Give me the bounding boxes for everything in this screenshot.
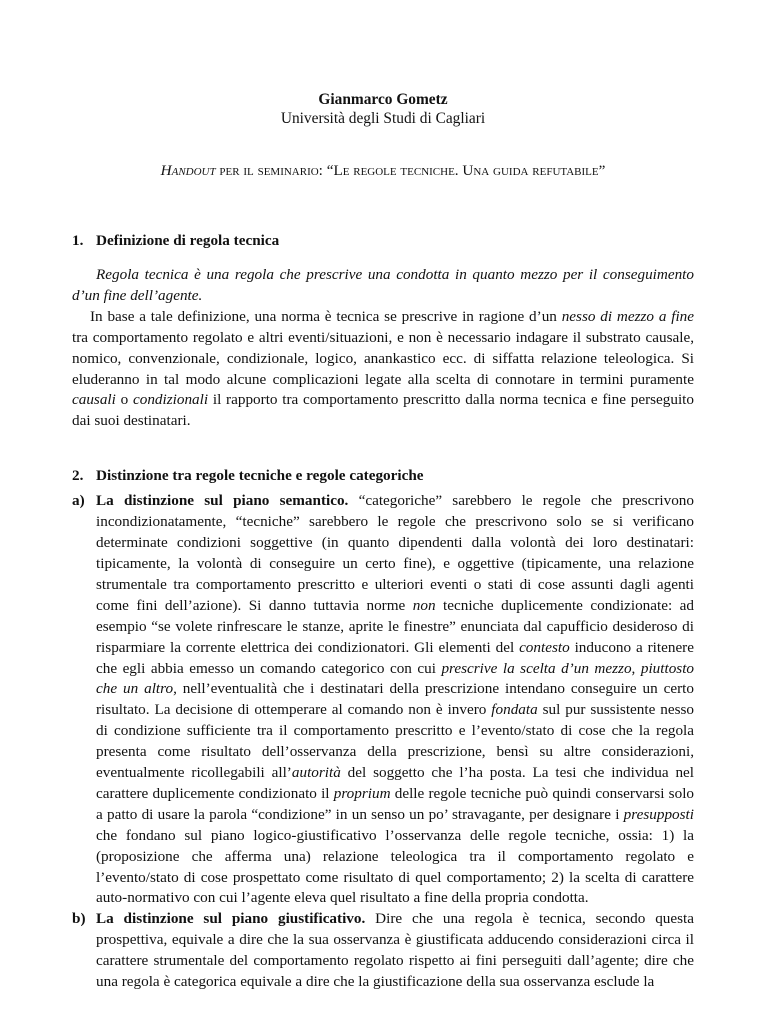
document-page bbox=[72, 90, 694, 993]
definition-paragraph: Regola tecnica è una regola che prescrive una condotta in quanto mezzo per il conseguimento d’un fine dell’agente. bbox=[72, 266, 694, 304]
section-2-heading bbox=[72, 466, 694, 486]
section-1-heading bbox=[72, 231, 694, 251]
list-item-a: a) La distinzione sul piano semantico. “categoriche” sarebbero le regole che prescrivono incondizionatamente, “tecniche” sarebbero le regole che prescrivono solo se si verificano determinate condizioni soggettive (in quanto dipendenti dalla volontà dei loro destinatari: tipicamente, la volontà di conseguire un certo fine), e oggettive (tipicamente, una relazione strumentale tra comportamento prescritto e ulteriori eventi o stati di cose assunti dagli agenti come fini dell’azione). Si danno tuttavia norme non tecniche duplicemente condizionate: ad esempio “se volete rinfrescare le stanze, aprite le finestre” enunciata dal capufficio desideroso di risparmiare la corrente elettrica dei condizionatori. Gli elementi del contesto inducono a ritenere che egli abbia emesso un comando categorico con cui prescrive la scelta d’un mezzo, piuttosto che un altro, nell’eventualità che i destinatari della prescrizione intendano conseguire un certo risultato. La decisione di ottemperare al comando non è invero fondata sul pur sussistente nesso di condizione sufficiente tra il comportamento prescritto e l’evento/stato di cose che la regola presenta come risultato dell’osservanza della prescrizione, bensì su altre considerazioni, eventualmente ricollegabili all’autorità del soggetto che l’ha posta. La tesi che individua nel carattere duplicemente condizionato il proprium delle regole tecniche può quindi conservarsi solo a patto di usare la parola “condizione” in un senso un po’ stravagante, per designare i presupposti che fondano sul piano logico-giustificativo l’osservanza delle regole tecniche, ossia: 1) la (proposizione che afferma una) relazione teleologica tra il comportamento regolato e l’evento/stato di cose prospettato come risultato di quel comportamento; 2) la scelta di carattere auto-normativo con cui l’agente eleva quel risultato a fine della propria condotta. bbox=[72, 492, 695, 907]
list-marker-a: a) bbox=[72, 492, 85, 510]
item-b-lead: La distinzione sul piano giustificativo. bbox=[96, 910, 366, 928]
section-2-number: 2. bbox=[72, 467, 84, 485]
section-1-title: Definizione di regola tecnica bbox=[96, 232, 280, 249]
author-affiliation: Università degli Studi di Cagliari bbox=[280, 110, 486, 127]
item-a-lead: La distinzione sul piano semantico. bbox=[96, 492, 349, 510]
handout-title bbox=[72, 161, 694, 181]
section-2-title: Distinzione tra regole tecniche e regole categoriche bbox=[96, 467, 424, 485]
section-1-number: 1. bbox=[72, 232, 84, 249]
list-item-b: b) La distinzione sul piano giustificativo. Dire che una regola è tecnica, secondo questa prospettiva, equivale a dire che la sua osservanza è giustificata adducendo considerazioni circa il carattere strumentale del comportamento regolato rispetto ai fini perseguiti dall’agente; dire che una regola è categorica equivale a dire che la giustificazione della sua osservanza esclude la bbox=[72, 910, 694, 991]
handout-title-text: per il seminario: “Le regole tecniche. Una guida refutabile” bbox=[219, 162, 606, 179]
list-marker-b: b) bbox=[72, 910, 86, 928]
author-name: Gianmarco Gometz bbox=[318, 91, 448, 108]
handout-prefix: Handout bbox=[160, 162, 216, 179]
section-1-paragraph: In base a tale definizione, una norma è tecnica se prescrive in ragione d’un nesso di mezzo a fine tra comportamento regolato e altri eventi/situazioni, e non è necessario indagare il substrato causale, nomico, convenzionale, condizionale, logico, anankastico ecc. di siffatta relazione teleologica. Si eluderanno in tal modo alcune complicazioni legate alla scelta di connotare in termini puramente causali o condizionali il rapporto tra comportamento prescritto dalla norma tecnica e fine perseguito dai suoi destinatari. bbox=[72, 307, 694, 430]
